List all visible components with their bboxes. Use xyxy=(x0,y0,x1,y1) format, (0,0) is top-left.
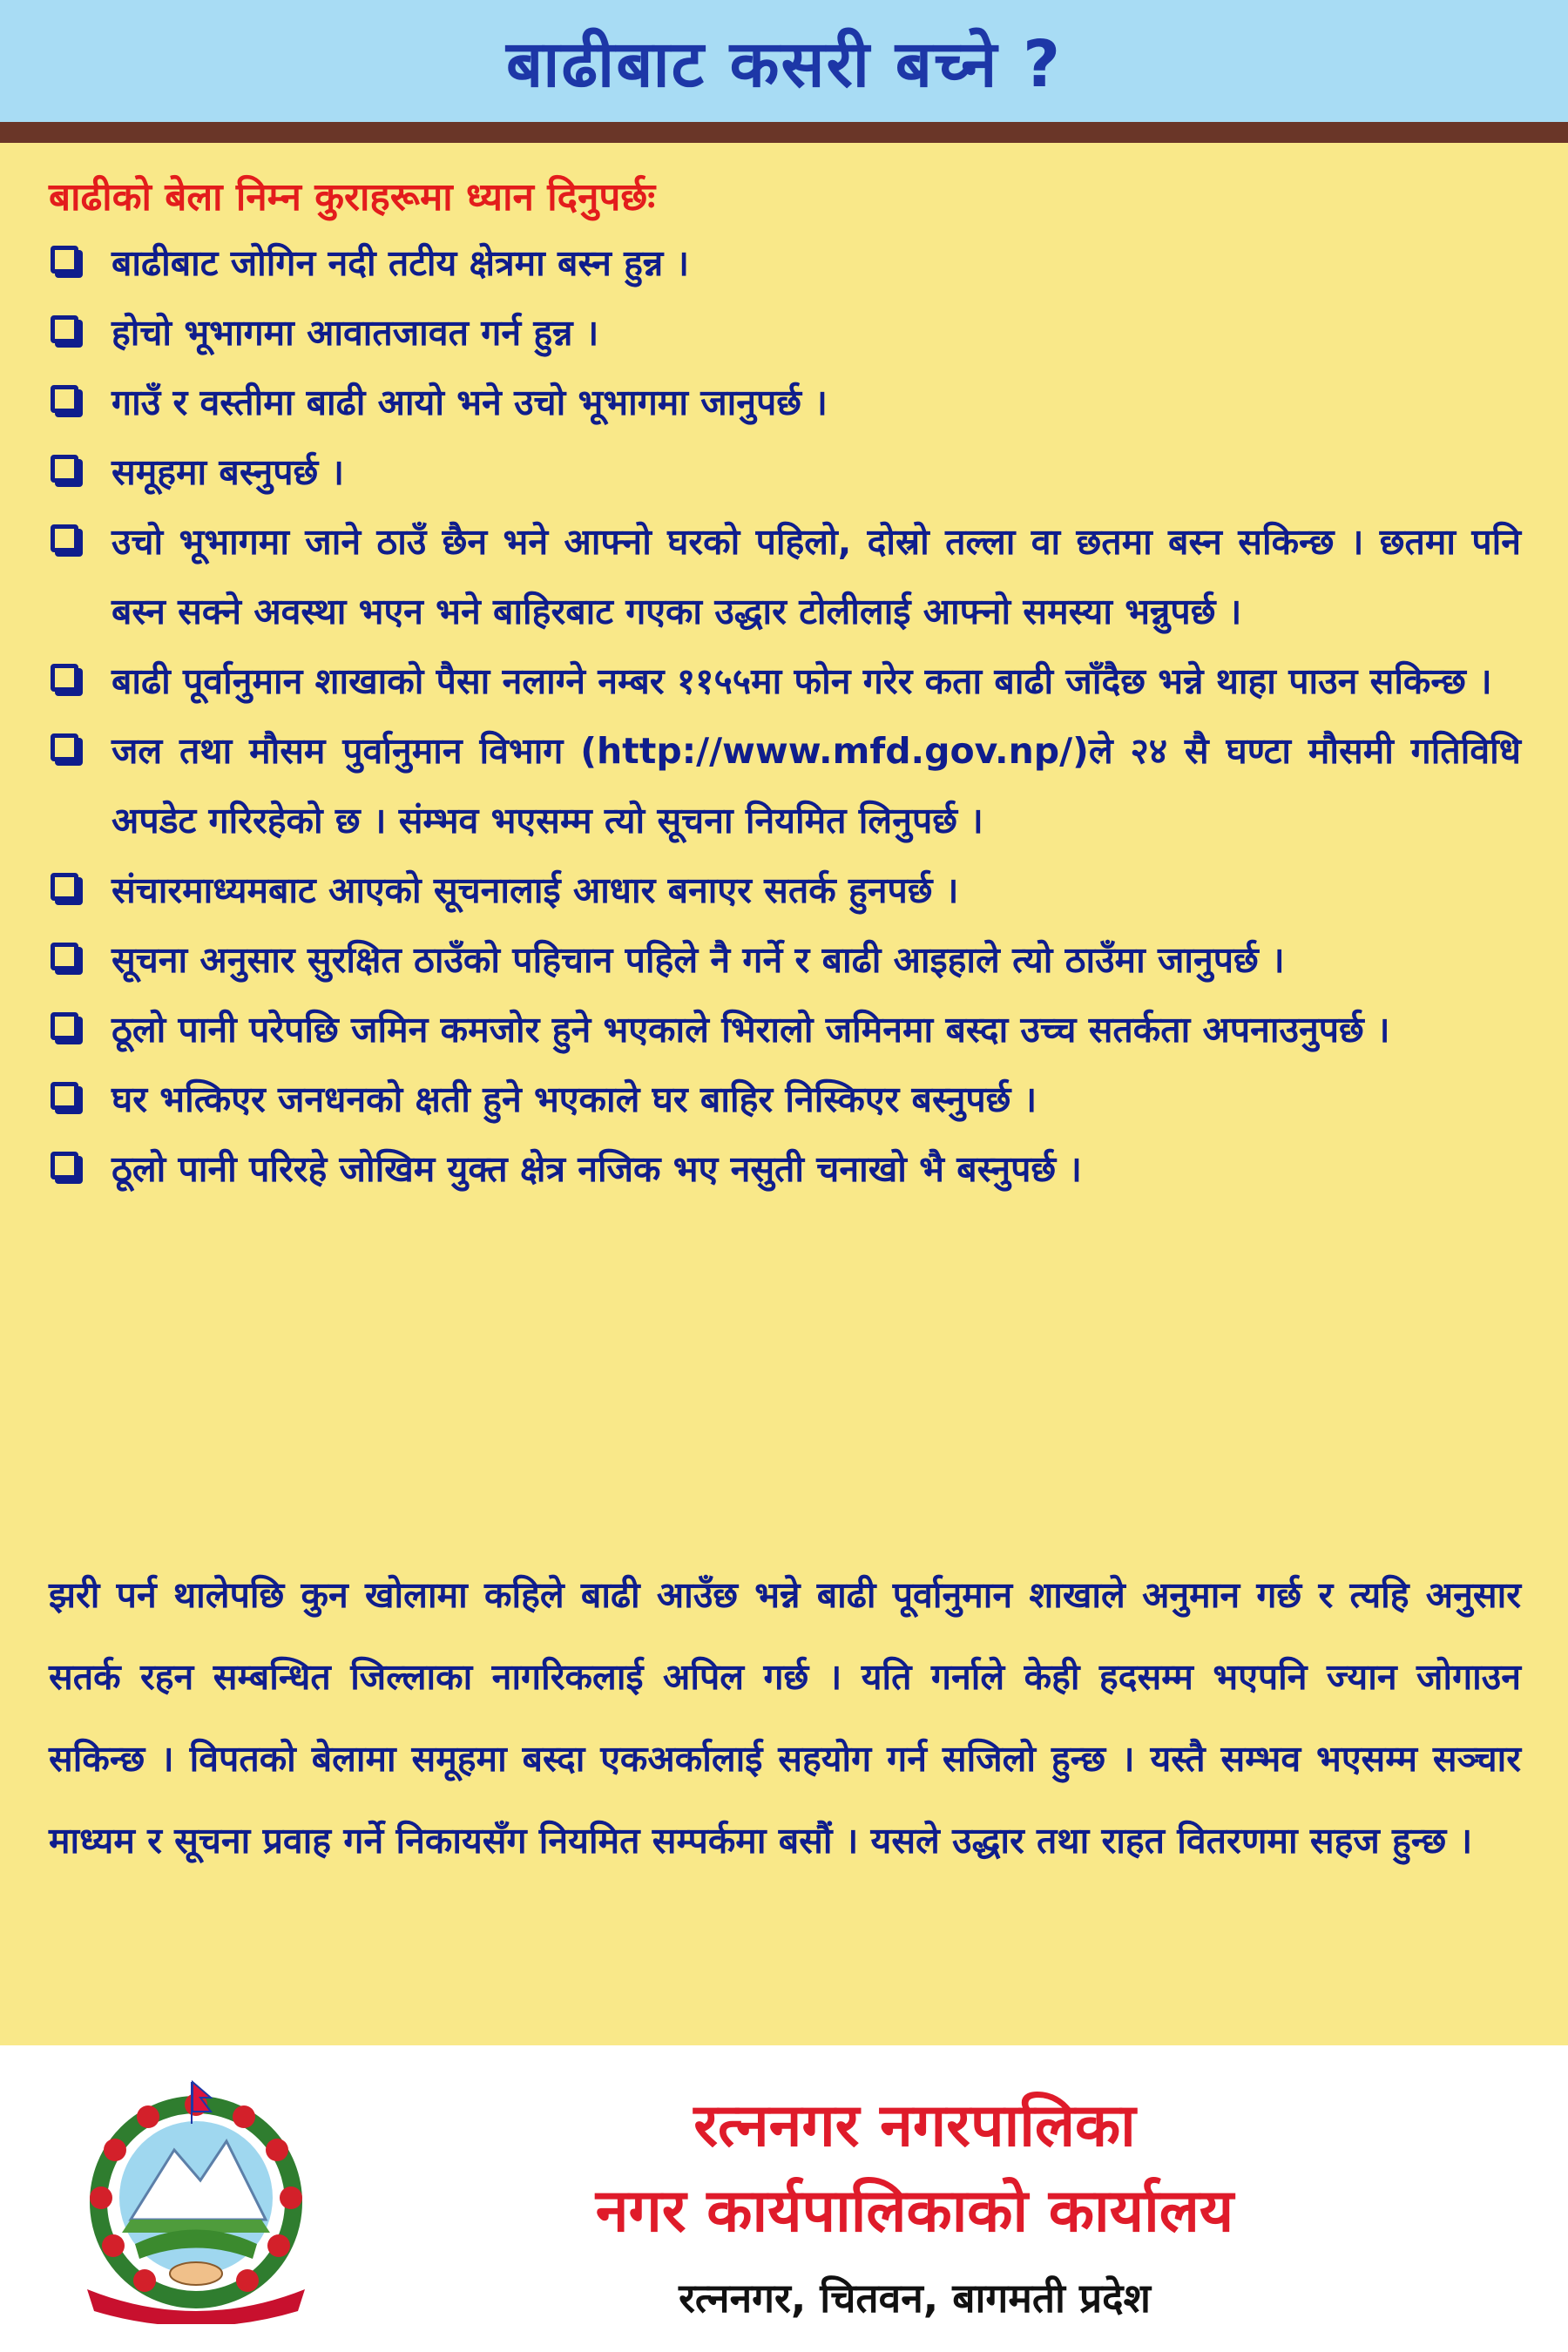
list-item xyxy=(49,228,1521,298)
list-item-text: सूचना अनुसार सुरक्षित ठाउँको पहिचान पहिले नै गर्ने र बाढी आइहाले त्यो ठाउँमा जानुपर्छ । xyxy=(112,939,1285,981)
intro-heading: बाढीको बेला निम्न कुराहरूमा ध्यान दिनुपर्छः xyxy=(49,175,656,220)
page-title: बाढीबाट कसरी बच्ने ? xyxy=(505,26,1063,102)
list-item-text: ठूलो पानी परेपछि जमिन कमजोर हुने भएकाले भिरालो जमिनमा बस्दा उच्च सतर्कता अपनाउनुपर्छ । xyxy=(112,1009,1390,1051)
nepal-emblem-icon xyxy=(70,2072,322,2324)
checkbox-bullet-icon xyxy=(51,1012,78,1040)
checkbox-bullet-icon xyxy=(51,455,78,483)
checkbox-bullet-icon xyxy=(51,524,78,552)
office-address: रत्ननगर, चितवन, बागमती प्रदेश xyxy=(679,2274,1151,2322)
checkbox-bullet-icon xyxy=(51,873,78,901)
list-item-text: संचारमाध्यमबाट आएको सूचनालाई आधार बनाएर सतर्क हुनपर्छ । xyxy=(112,869,959,911)
checkbox-bullet-icon xyxy=(51,1082,78,1110)
list-item xyxy=(49,507,1521,646)
list-item xyxy=(49,368,1521,437)
list-item xyxy=(49,298,1521,368)
header-divider xyxy=(0,122,1568,143)
checkbox-bullet-icon xyxy=(51,385,78,413)
checkbox-bullet-icon xyxy=(51,733,78,761)
list-item-text: ठूलो पानी परिरहे जोखिम युक्त क्षेत्र नजिक भए नसुती चनाखो भै बस्नुपर्छ । xyxy=(112,1148,1082,1190)
checkbox-bullet-icon xyxy=(51,664,78,692)
list-item-text: घर भत्किएर जनधनको क्षती हुने भएकाले घर बाहिर निस्किएर बस्नुपर्छ । xyxy=(112,1078,1037,1120)
advice-list xyxy=(49,228,1521,1204)
list-item xyxy=(49,855,1521,925)
checkbox-bullet-icon xyxy=(51,1152,78,1179)
list-item xyxy=(49,437,1521,507)
list-item xyxy=(49,646,1521,716)
title-banner xyxy=(0,0,1568,122)
checkbox-bullet-icon xyxy=(51,246,78,274)
checkbox-bullet-icon xyxy=(51,943,78,970)
office-name: रत्ननगर नगरपालिका xyxy=(693,2092,1136,2160)
list-item xyxy=(49,995,1521,1064)
office-subtitle: नगर कार्यपालिकाको कार्यालय xyxy=(595,2177,1234,2246)
checkbox-bullet-icon xyxy=(51,315,78,343)
list-item xyxy=(49,1064,1521,1134)
list-item-text: होचो भूभागमा आवातजावत गर्न हुन्न । xyxy=(112,312,599,354)
list-item xyxy=(49,925,1521,995)
closing-paragraph: झरी पर्न थालेपछि कुन खोलामा कहिले बाढी आउँछ भन्ने बाढी पूर्वानुमान शाखाले अनुमान गर्छ र त्यहि अनुसार सतर्क रहन सम्बन्धित जिल्लाका नागरिकलाई अपिल गर्छ । यति गर्नाले केही हदसम्म भएपनि ज्यान जोगाउन सकिन्छ । विपतको बेलामा समूहमा बस्दा एकअर्कालाई सहयोग गर्न सजिलो हुन्छ । यस्तै सम्भव भएसम्म सञ्चार माध्यम र सूचना प्रवाह गर्ने निकायसँग नियमित सम्पर्कमा बसौं । यसले उद्धार तथा राहत वितरणमा सहज हुन्छ । xyxy=(49,1574,1521,1862)
list-item xyxy=(49,1134,1521,1204)
list-item-text: बाढी पूर्वानुमान शाखाको पैसा नलाग्ने नम्बर ११५५मा फोन गरेर कता बाढी जाँदैछ भन्ने थाहा पाउन सकिन्छ । xyxy=(112,660,1492,702)
list-item-text: बाढीबाट जोगिन नदी तटीय क्षेत्रमा बस्न हुन्न । xyxy=(112,242,690,284)
list-item xyxy=(49,716,1521,855)
footer xyxy=(0,2045,1568,2352)
list-item-text: जल तथा मौसम पुर्वानुमान विभाग (http://www.mfd.gov.np/)ले २४ सै घण्टा मौसमी गतिविधि अपडेट गरिरहेको छ । संम्भव भएसम्म त्यो सूचना नियमित लिनुपर्छ । xyxy=(112,730,1521,841)
list-item-text: उचो भूभागमा जाने ठाउँ छैन भने आफ्नो घरको पहिलो, दोस्रो तल्ला वा छतमा बस्न सकिन्छ । छतमा पनि बस्न सक्ने अवस्था भएन भने बाहिरबाट गएका उद्धार टोलीलाई आफ्नो समस्या भन्नुपर्छ । xyxy=(112,521,1521,632)
list-item-text: गाउँ र वस्तीमा बाढी आयो भने उचो भूभागमा जानुपर्छ । xyxy=(112,382,828,423)
list-item-text: समूहमा बस्नुपर्छ । xyxy=(112,451,345,493)
main-content xyxy=(0,143,1568,2045)
